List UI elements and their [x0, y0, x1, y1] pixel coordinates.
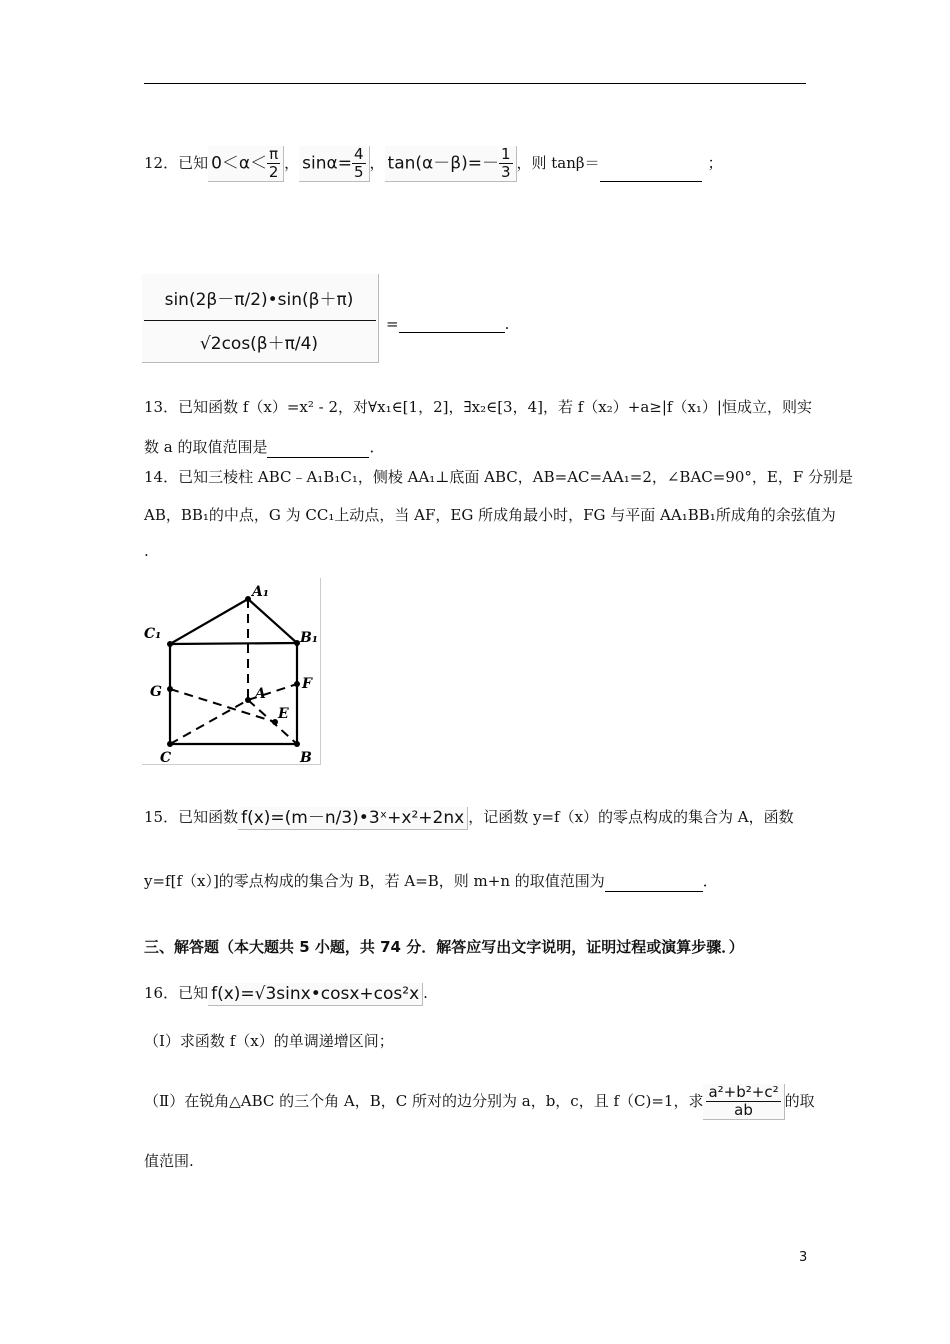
question-15-line-2: y=f[f（x）]的零点构成的集合为 B，若 A=B，则 m+n 的取值范围为 ．	[144, 872, 718, 890]
q15-formula: f(x)=(m－n/3)•3ˣ+x²+2nx	[238, 807, 468, 830]
point-c	[167, 741, 173, 747]
prism-figure	[142, 578, 321, 765]
q12-condition-alpha: 0＜α＜ $\frac{\pi}{2}$	[208, 146, 284, 182]
label-a: A	[255, 686, 266, 702]
q12-answer-blank-2	[399, 314, 505, 333]
q12-fraction-denominator: √2cos(β＋π/4)	[199, 333, 319, 354]
question-12: 12．已知 0＜α＜ $\frac{\pi}{2}$ ， sinα= $\frac{4}{5}$ ， tan(α－β)=－ $\frac{1}{3}$ ，则 tanβ＝ ；	[144, 145, 723, 181]
point-c1	[167, 641, 173, 647]
q12-number: 12．已知	[144, 154, 209, 172]
question-14-line-1: 14．已知三棱柱 ABC﹣A₁B₁C₁，侧棱 AA₁⊥底面 ABC，AB=AC=AA₁=2，∠BAC=90°，E，F 分别是	[144, 468, 854, 486]
question-16-part-2: （Ⅱ）在锐角△ABC 的三个角 A，B，C 所对的边分别为 a，b，c，且 f（C)=1，求 $\frac{\text{a²+b²+c²}}{ab}$ 的取	[144, 1083, 815, 1119]
label-e: E	[278, 706, 289, 722]
question-13-line-1: 13．已知函数 f（x）=x² - 2，对∀x₁∈[1，2]，∃x₂∈[3，4]，若 f（x₂）+a≥|f（x₁）|恒成立，则实	[144, 398, 812, 416]
label-a1: A₁	[252, 584, 269, 600]
q12-sin-alpha: sinα= $\frac{4}{5}$	[299, 146, 369, 182]
q15-answer-blank	[605, 873, 703, 892]
q12-expression-fraction	[142, 274, 379, 363]
header-rule	[144, 83, 806, 84]
point-a	[245, 697, 251, 703]
q12-ask: ，则 tanβ＝	[516, 154, 600, 172]
question-16-part-1: （Ⅰ）求函数 f（x）的单调递增区间；	[144, 1032, 394, 1050]
edge-c-a	[170, 700, 248, 744]
point-b	[294, 741, 300, 747]
question-14-line-2: AB，BB₁的中点，G 为 CC₁上动点，当 AF，EG 所成角最小时，FG 与平面 AA₁BB₁所成角的余弦值为	[144, 506, 836, 524]
label-c1: C₁	[144, 626, 162, 642]
question-15-line-1: 15．已知函数 f(x)=(m－n/3)•3ˣ+x²+2nx ，记函数 y=f（x）的零点构成的集合为 A，函数	[144, 807, 794, 828]
label-b: B	[300, 750, 312, 764]
q12-tan-diff: tan(α－β)=－ $\frac{1}{3}$	[385, 146, 517, 182]
page-number: 3	[799, 1250, 808, 1265]
q12-answer-2: = .	[386, 315, 510, 333]
q12-answer-blank-1	[600, 163, 702, 182]
question-13-line-2: 数 a 的取值范围是 ．	[144, 438, 385, 456]
q16-ratio-fraction: $\frac{\text{a²+b²+c²}}{ab}$	[703, 1084, 784, 1120]
point-a1	[245, 596, 251, 602]
edge-a1-b1	[248, 599, 297, 643]
prism-diagram	[142, 578, 320, 764]
question-16-part-2-line-2: 值范围.	[144, 1152, 194, 1170]
label-f: F	[302, 676, 312, 692]
q13-answer-blank	[267, 439, 369, 458]
edge-c1-a1	[170, 599, 248, 644]
label-c: C	[160, 750, 172, 764]
point-g	[167, 686, 173, 692]
q12-fraction-numerator: sin(2β－π/2)•sin(β＋π)	[164, 289, 354, 310]
point-f	[294, 681, 300, 687]
question-14-line-3: .	[144, 542, 149, 560]
q16-formula: f(x)=√3sinx•cosx+cos²x	[208, 983, 423, 1006]
section-3-heading: 三、解答题（本大题共 5 小题，共 74 分．解答应写出文字说明，证明过程或演算步骤．）	[144, 938, 744, 956]
question-16: 16．已知 f(x)=√3sinx•cosx+cos²x .	[144, 983, 428, 1004]
label-b1: B₁	[300, 630, 318, 646]
edge-c1-b1	[170, 643, 297, 644]
label-g: G	[150, 684, 162, 700]
